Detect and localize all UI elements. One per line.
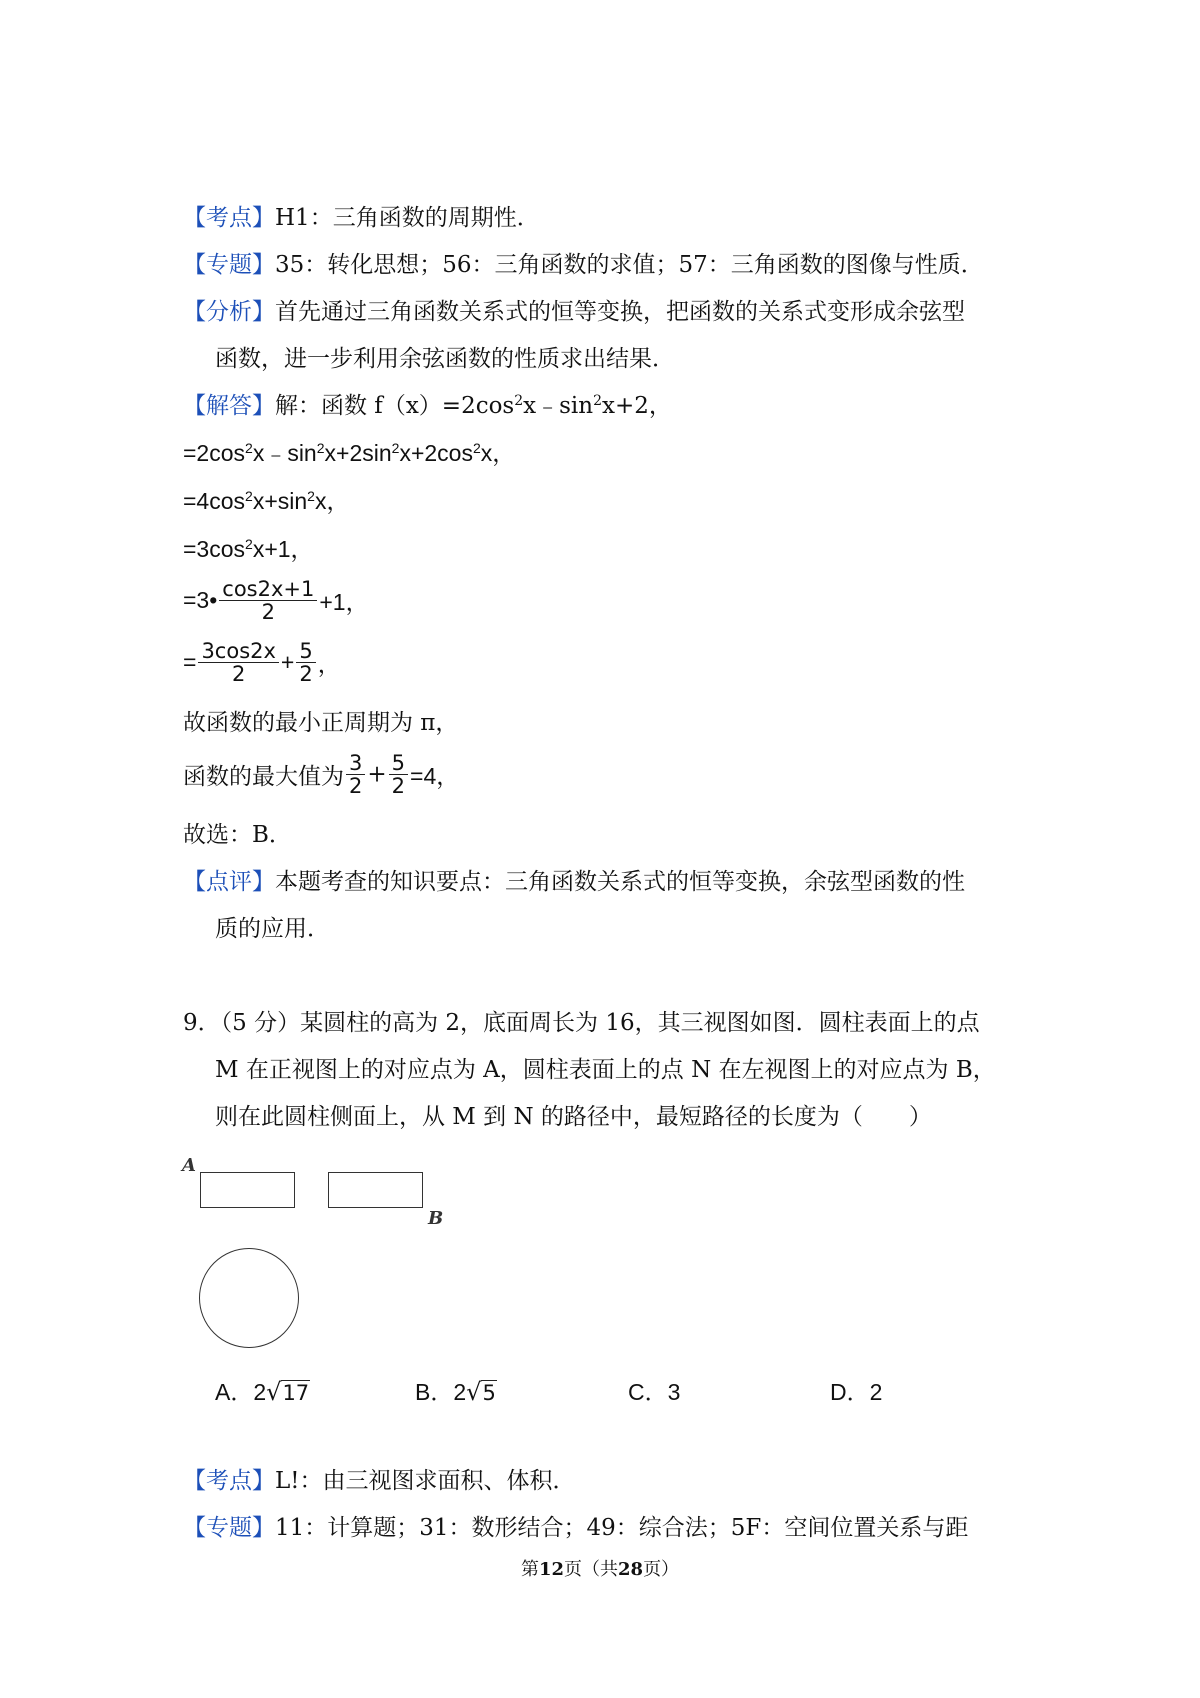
fraction: $\frac{\cos 2x+1}{2}$ <box>219 578 317 623</box>
fraction: $\frac{3}{2}$ <box>346 752 365 797</box>
q9-line-1: 9．（5 分）某圆柱的高为 2，底面周长为 16，其三视图如图．圆柱表面上的点 <box>183 1010 980 1036</box>
fenxi-tag: 【分析】 <box>183 299 275 325</box>
kaodian-line <box>183 203 540 233</box>
dianping-tag: 【点评】 <box>183 869 275 895</box>
dianping-text-2: 质的应用． <box>215 916 330 942</box>
page-footer: 第12页（共28页） <box>520 1559 680 1580</box>
point-b-label: B <box>428 1208 444 1229</box>
page-number: 12 <box>538 1559 564 1580</box>
side-view-rect <box>328 1172 423 1208</box>
option-d: D．2 <box>830 1379 883 1405</box>
option-a: A．2√17 <box>215 1378 310 1406</box>
zhuanti-line <box>183 250 984 280</box>
option-c: C．3 <box>628 1379 681 1405</box>
q9-line-2: M 在正视图上的对应点为 A，圆柱表面上的点 N 在左视图上的对应点为 B， <box>215 1057 996 1083</box>
zhuanti-text: 35：转化思想；56：三角函数的求值；57：三角函数的图像与性质． <box>275 252 984 278</box>
choose-line: 故选：B． <box>183 822 292 848</box>
q9-zhuanti-line: 【专题】11：计算题；31：数形结合；49：综合法；5F：空间位置关系与距 <box>183 1515 969 1541</box>
jieda-line: 【解答】解：函数 $f(x)=2\cos^2x﹣\sin^2x+2$， <box>183 393 672 419</box>
fraction: $\frac{5}{2}$ <box>296 640 315 685</box>
sqrt-radical: √17 <box>266 1378 310 1406</box>
fenxi-line <box>183 297 965 327</box>
zhuanti-tag: 【专题】 <box>183 1515 275 1541</box>
top-view-circle <box>199 1248 299 1348</box>
q9-line-3: 则在此圆柱侧面上，从 M 到 N 的路径中，最短路径的长度为（ ） <box>215 1104 932 1130</box>
jieda-tag: 【解答】 <box>183 393 275 419</box>
step-5: = $\frac{3\cos 2x}{2}$ + $\frac{5}{2}$ ， <box>183 639 341 686</box>
fraction: $\frac{5}{2}$ <box>389 752 408 797</box>
fraction: $\frac{3\cos 2x}{2}$ <box>198 640 278 685</box>
step-3: $=3\cos^2x+1$， <box>183 536 314 562</box>
kaodian-tag: 【考点】 <box>183 205 275 231</box>
step-4: =3• $\frac{\cos 2x+1}{2}$ +1， <box>183 577 369 624</box>
period-line: 故函数的最小正周期为 π， <box>183 710 459 736</box>
sqrt-radical: √5 <box>466 1378 496 1406</box>
front-view-rect <box>200 1172 295 1208</box>
dianping-line: 【点评】本题考查的知识要点：三角函数关系式的恒等变换，余弦型函数的性 <box>183 869 965 895</box>
max-line: 函数的最大值为 $\frac{3}{2}$ + $\frac{5}{2}$ =4， <box>183 751 460 798</box>
step-2: $=4\cos^2x+\sin^2x$， <box>183 488 350 514</box>
fenxi-text-2: 函数，进一步利用余弦函数的性质求出结果． <box>215 346 675 372</box>
page-total: 28 <box>618 1559 644 1580</box>
point-a-label: A <box>182 1155 196 1176</box>
option-b: B．2√5 <box>415 1378 496 1406</box>
zhuanti-tag: 【专题】 <box>183 252 275 278</box>
step-1: $=2\cos^2x﹣\sin^2x+2\sin^2x+2\cos^2x$， <box>183 440 516 466</box>
kaodian-tag: 【考点】 <box>183 1468 275 1494</box>
kaodian-text: H1：三角函数的周期性． <box>275 205 540 231</box>
fenxi-text-1: 首先通过三角函数关系式的恒等变换，把函数的关系式变形成余弦型 <box>275 299 965 325</box>
q9-kaodian-line: 【考点】L!：由三视图求面积、体积． <box>183 1468 576 1494</box>
